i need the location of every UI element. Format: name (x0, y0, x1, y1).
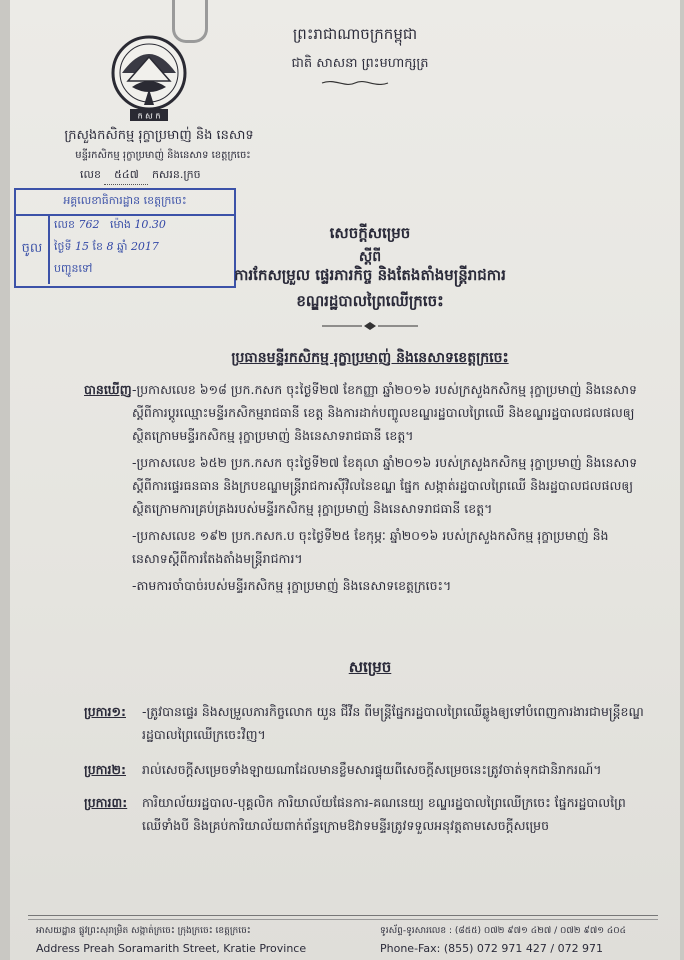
stamp-day-label: ថ្ងៃទី (54, 240, 72, 253)
article-label: ប្រការ១: (84, 704, 126, 719)
article-text: រាល់សេចក្តីសម្រេចទាំងឡាយណាដែលមានខ្លឹមសារផ្ទុយពីសេចក្តីសម្រេចនេះត្រូវចាត់ទុកជានិរាករណ៍។ (142, 762, 602, 777)
stamp-month-value: 8 (106, 240, 114, 253)
stamp-title: អគ្គលេខាធិការដ្ឋាន ខេត្តក្រចេះ (16, 190, 234, 216)
preamble-item (84, 574, 639, 597)
stamp-month-label: ខែ (92, 240, 103, 253)
national-motto: ជាតិ សាសនា ព្រះមហាក្សត្រ (291, 56, 429, 71)
article-2 (84, 758, 644, 781)
stamp-time-value: 10.30 (134, 218, 166, 231)
footer-rule (28, 919, 658, 920)
footer-address-km: អាសយដ្ឋាន ផ្លូវព្រះសុរាម្រិត សង្កាត់ក្រចេះ ក្រុងក្រចេះ ខេត្តក្រចេះ (36, 926, 251, 936)
stamp-side-label: ចូល (16, 214, 50, 284)
stamp-year-value: 2017 (130, 240, 159, 253)
kingdom-heading: ព្រះរាជាណាចក្រកម្ពុជា (292, 25, 418, 43)
preamble-item-text: -ប្រកាសលេខ ៦១៨ ប្រក.កសក ចុះថ្ងៃទី២៧ ខែកញ្ញា ឆ្នាំ២០១៦ របស់ក្រសួងកសិកម្ម រុក្ខាប្រមាញ់ និងនេសាទស្តីពីការប្តូរឈ្មោះមន្ទីរកសិកម្មរាជធានី ខេត្ត និងការដាក់បញ្ចូលខណ្ឌរដ្ឋបាលព្រៃឈើ និងខណ្ឌរដ្ឋបាលជលផលឲ្យស្ថិតក្រោមមន្ទីរកសិកម្ម រុក្ខាប្រមាញ់ និងនេសាទរាជធានី ខេត្ត។ (132, 382, 637, 443)
footer-phone-km: ទូរស័ព្ទ-ទូរសារលេខ : (៨៥៥) ០៧២ ៩៧១ ៤២៧ / ០៧២ ៩៧១ ៤០៤ (380, 926, 626, 936)
preamble (84, 378, 639, 597)
issuing-authority: ប្រធានមន្ទីរកសិកម្ម រុក្ខាប្រមាញ់ និងនេសាទខេត្តក្រចេះ (231, 350, 509, 366)
stamp-time-label: ម៉ោង (109, 218, 131, 231)
stamp-number-row (54, 218, 166, 234)
preamble-item-text: -ប្រកាសលេខ ១៩២ ប្រក.កសក.ប ចុះថ្ងៃទី២៥ ខែកុម្ភៈ ឆ្នាំ២០១៦ របស់ក្រសួងកសិកម្ម រុក្ខាប្រមាញ់ និងនេសាទស្តីពីការតែងតាំងមន្ត្រីរាជការ។ (132, 528, 609, 566)
seal-text: ក ស ក (137, 111, 161, 121)
stamp-year-label: ឆ្នាំ (116, 240, 128, 253)
article-3 (84, 791, 644, 837)
preamble-label: បានឃើញ (84, 382, 132, 397)
article-text: ការិយាល័យរដ្ឋបាល-បុគ្គលិក ការិយាល័យផែនការ-គណនេយ្យ ខណ្ឌរដ្ឋបាលព្រៃឈើក្រចេះ ផ្នែករដ្ឋបាលព្រៃឈើទាំងបី និងគ្រប់ការិយាល័យពាក់ព័ន្ធក្រោមឱវាទមន្ទីរត្រូវទទួលអនុវត្តតាមសេចក្តីសម្រេច (142, 795, 626, 833)
motto-flourish (320, 78, 390, 88)
decision-heading: សម្រេច (348, 658, 392, 676)
department-name: មន្ទីរកសិកម្ម រុក្ខាប្រមាញ់ និងនេសាទ ខេត្តក្រចេះ (75, 150, 251, 161)
doc-number-value: ៥៤៧ (104, 168, 148, 185)
preamble-item (84, 524, 639, 570)
stamp-forward-row (54, 262, 92, 278)
stamp-number-value: 762 (78, 218, 100, 231)
stamp-date-row (54, 240, 159, 256)
article-label: ប្រការ២: (84, 762, 126, 777)
title-divider (320, 322, 420, 330)
articles (84, 700, 644, 837)
stamp-day-value: 15 (74, 240, 89, 253)
footer-address-en: Address Preah Soramarith Street, Kratie Province (36, 942, 307, 955)
doc-number-prefix: លេខ (80, 168, 101, 181)
article-text: -ត្រូវបានផ្ទេរ និងសម្រួលភារកិច្ចលោក យួន ជីវីន ពីមន្ត្រីផ្នែករដ្ឋបាលព្រៃឈើឆ្លូងឲ្យទៅបំពេញការងារជាមន្ត្រីខណ្ឌរដ្ឋបាលព្រៃឈើក្រចេះវិញ។ (142, 704, 644, 742)
title-office: ខណ្ឌរដ្ឋបាលព្រៃឈើក្រចេះ (296, 292, 444, 310)
preamble-item-text: -តាមការចាំបាច់របស់មន្ទីរកសិកម្ម រុក្ខាប្រមាញ់ និងនេសាទខេត្តក្រចេះ។ (132, 578, 452, 593)
preamble-item-text: -ប្រកាសលេខ ៦៥២ ប្រក.កសក ចុះថ្ងៃទី២៧ ខែតុលា ឆ្នាំ២០១៦ របស់ក្រសួងកសិកម្ម រុក្ខាប្រមាញ់ និងនេសាទស្តីពីការផ្ទេរធនធាន និងក្របខណ្ឌមន្ត្រីរាជការស៊ីវិលនៃខណ្ឌ ផ្នែក សង្កាត់រដ្ឋបាលព្រៃឈើ និងរដ្ឋបាលជលផលឲ្យស្ថិតក្រោមការគ្រប់គ្រងរបស់មន្ទីរកសិកម្ម រុក្ខាប្រមាញ់ និងនេសាទរាជធានី ខេត្ត។ (132, 455, 638, 516)
document-number (80, 168, 280, 185)
ministry-name: ក្រសួងកសិកម្ម រុក្ខាប្រមាញ់ និង នេសាទ (64, 128, 254, 143)
footer-phone-en: Phone-Fax: (855) 072 971 427 / 072 971 (380, 942, 604, 955)
doc-number-suffix: កសរន.ក្រច (151, 168, 201, 181)
title-regarding: ស្តីពី (358, 249, 382, 265)
footer-rule (28, 915, 658, 916)
title-subject: ការកែសម្រួល ផ្ទេរភារកិច្ច និងតែងតាំងមន្ត្រីរាជការ (234, 266, 506, 284)
article-1 (84, 700, 644, 746)
article-label: ប្រការ៣: (84, 795, 128, 810)
preamble-item (84, 451, 639, 520)
ministry-seal (108, 35, 190, 123)
stamp-number-label: លេខ (54, 218, 75, 231)
decision-title: សេចក្តីសម្រេច (329, 224, 411, 242)
stamp-forward-label: បញ្ជូនទៅ (54, 262, 93, 275)
preamble-item (84, 378, 639, 447)
